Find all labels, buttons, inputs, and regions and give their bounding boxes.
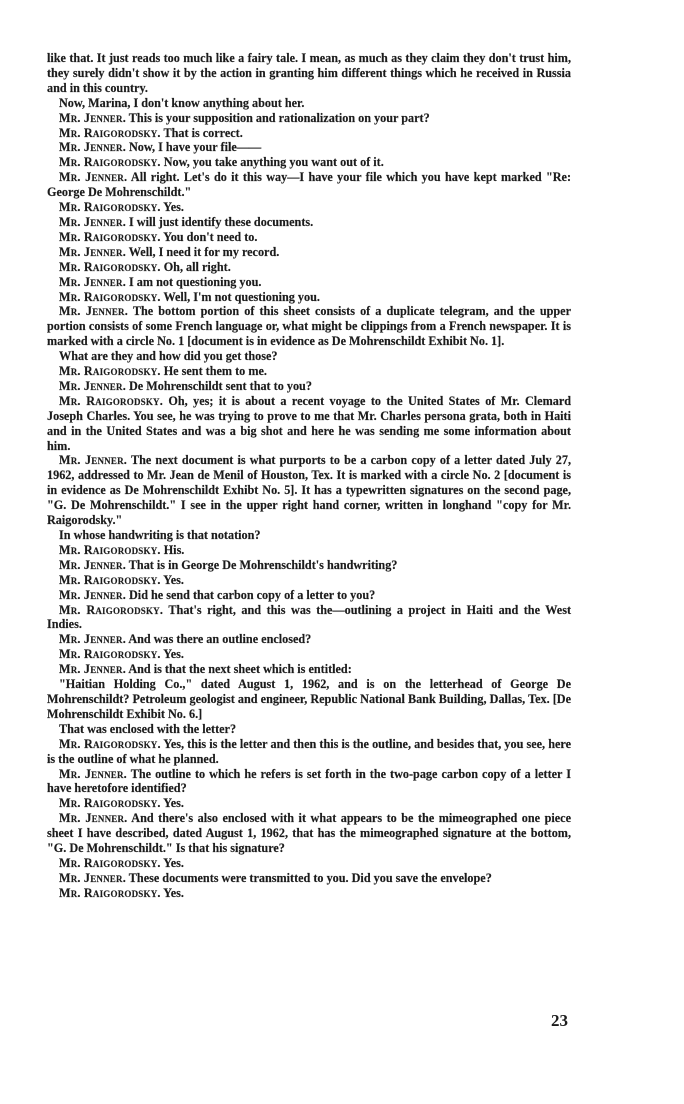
speaker-label: Mr. Raigorodsky. xyxy=(59,736,161,751)
paragraph-text: His. xyxy=(163,542,185,557)
transcript-paragraph xyxy=(47,126,571,141)
paragraph-text: "Haitian Holding Co.," dated August 1, 1962, and is on the letterhead of George De Mohrenschildt? Petroleum geologist and engineer, Republic National Bank Building, Dallas, Tex. [De Mohrenschildt Exhibit No. 6.] xyxy=(47,677,571,721)
transcript-paragraph xyxy=(47,573,571,588)
speaker-label: Mr. Jenner. xyxy=(59,244,126,259)
transcript-paragraph xyxy=(47,856,571,871)
transcript-paragraph xyxy=(47,304,571,349)
speaker-label: Mr. Jenner. xyxy=(59,140,126,155)
paragraph-text: The bottom portion of this sheet consists of a duplicate telegram, and the upper portion consists of some French language or, what might be clippings from a French newspaper. It is marked with a circle No. 1 [document is in evidence as De Mohrenschildt Exhibit No. 1]. xyxy=(47,304,571,349)
transcript-paragraph xyxy=(47,245,571,260)
speaker-label: Mr. Jenner. xyxy=(59,214,126,229)
transcript-body xyxy=(47,51,571,901)
paragraph-text: Yes. xyxy=(163,200,184,215)
paragraph-text: De Mohrenschildt sent that to you? xyxy=(129,378,312,393)
paragraph-text: Yes. xyxy=(163,796,184,811)
transcript-paragraph xyxy=(47,111,571,126)
transcript-paragraph xyxy=(47,871,571,886)
paragraph-text: Well, I need it for my record. xyxy=(128,244,280,259)
transcript-paragraph xyxy=(47,96,571,111)
paragraph-text: Yes, this is the letter and then this is the outline, and besides that, you see, here is the outline of what he planned. xyxy=(47,736,571,766)
transcript-paragraph xyxy=(47,543,571,558)
paragraph-text: Oh, all right. xyxy=(163,259,231,274)
speaker-label: Mr. Raigorodsky. xyxy=(59,393,164,408)
transcript-paragraph xyxy=(47,677,571,722)
speaker-label: Mr. Jenner. xyxy=(59,766,127,781)
transcript-paragraph xyxy=(47,275,571,290)
speaker-label: Mr. Raigorodsky. xyxy=(59,542,161,557)
transcript-paragraph xyxy=(47,647,571,662)
paragraph-text: Now, you take anything you want out of it. xyxy=(163,155,384,170)
speaker-label: Mr. Raigorodsky. xyxy=(59,572,161,587)
paragraph-text: That was enclosed with the letter? xyxy=(59,721,237,736)
speaker-label: Mr. Raigorodsky. xyxy=(59,125,161,140)
speaker-label: Mr. Jenner. xyxy=(59,811,128,826)
paragraph-text: like that. It just reads too much like a fairy tale. I mean, as much as they claim they don't trust him, they surely didn't show it by the action in granting him different things which he received in Russia and in this country. xyxy=(47,51,571,95)
paragraph-text: Yes. xyxy=(163,572,184,587)
transcript-paragraph xyxy=(47,632,571,647)
paragraph-text: These documents were transmitted to you. Did you save the envelope? xyxy=(128,870,492,885)
speaker-label: Mr. Jenner. xyxy=(59,304,128,319)
speaker-label: Mr. Raigorodsky. xyxy=(59,647,161,662)
paragraph-text: And is that the next sheet which is entitled: xyxy=(128,662,352,677)
speaker-label: Mr. Jenner. xyxy=(59,378,126,393)
speaker-label: Mr. Raigorodsky. xyxy=(59,155,161,170)
speaker-label: Mr. Raigorodsky. xyxy=(59,796,161,811)
paragraph-text: Now, I have your file—— xyxy=(129,140,262,155)
speaker-label: Mr. Jenner. xyxy=(59,453,128,468)
paragraph-text: And there's also enclosed with it what appears to be the mimeographed one piece sheet I have described, dated August 1, 1962, that has the mimeographed signature at the bottom, "G. De Mohrenschildt." Is that his signature? xyxy=(47,811,571,856)
transcript-paragraph xyxy=(47,170,571,200)
transcript-paragraph xyxy=(47,886,571,901)
speaker-label: Mr. Jenner. xyxy=(59,110,126,125)
transcript-paragraph xyxy=(47,200,571,215)
paragraph-text: Yes. xyxy=(163,647,184,662)
paragraph-text: All right. Let's do it this way—I have your file which you have kept marked "Re: George De Mohrenschildt." xyxy=(47,170,572,200)
speaker-label: Mr. Jenner. xyxy=(59,557,126,572)
transcript-paragraph xyxy=(47,140,571,155)
transcript-paragraph xyxy=(47,349,571,364)
paragraph-text: I will just identify these documents. xyxy=(129,214,314,229)
paragraph-text: He sent them to me. xyxy=(163,364,267,379)
speaker-label: Mr. Raigorodsky. xyxy=(59,602,164,617)
speaker-label: Mr. Raigorodsky. xyxy=(59,200,161,215)
transcript-paragraph xyxy=(47,260,571,275)
transcript-paragraph xyxy=(47,230,571,245)
paragraph-text: Well, I'm not questioning you. xyxy=(163,289,320,304)
paragraph-text: In whose handwriting is that notation? xyxy=(59,528,261,542)
speaker-label: Mr. Jenner. xyxy=(59,870,126,885)
transcript-paragraph xyxy=(47,662,571,677)
speaker-label: Mr. Jenner. xyxy=(59,274,126,289)
paragraph-text: Oh, yes; it is about a recent voyage to the United States of Mr. Clemard Joseph Charles. You see, he was trying to prove to me that Mr. Charles persona grata, both in Haiti and in the United States and was a big shot and here he was sending me some information about him. xyxy=(47,393,572,453)
speaker-label: Mr. Jenner. xyxy=(59,662,126,677)
speaker-label: Mr. Jenner. xyxy=(59,632,126,647)
paragraph-text: The outline to which he refers is set forth in the two-page carbon copy of a letter I have heretofore identified? xyxy=(47,766,571,796)
speaker-label: Mr. Raigorodsky. xyxy=(59,289,161,304)
transcript-paragraph xyxy=(47,722,571,737)
paragraph-text: What are they and how did you get those? xyxy=(59,349,278,364)
paragraph-text: This is your supposition and rationalization on your part? xyxy=(128,110,430,125)
transcript-paragraph xyxy=(47,558,571,573)
paragraph-text: That's right, and this was the—outlining a project in Haiti and the West Indies. xyxy=(47,602,572,632)
speaker-label: Mr. Raigorodsky. xyxy=(59,229,161,244)
transcript-paragraph xyxy=(47,155,571,170)
paragraph-text: Yes. xyxy=(163,855,184,870)
transcript-paragraph xyxy=(47,453,571,528)
transcript-paragraph xyxy=(47,603,571,633)
page-number: 23 xyxy=(551,1011,568,1030)
paragraph-text: The next document is what purports to be a carbon copy of a letter dated July 27, 1962, addressed to Mr. Jean de Menil of Houston, Tex. It is marked with a circle No. 2 [document is in evidence as De Mohrenschildt Exhibt No. 5]. It has a typewritten signatures on the second page, "G. De Mohrenschildt." I see in the upper right hand corner, written in longhand "copy for Mr. Raigorodsky." xyxy=(47,453,571,528)
transcript-paragraph xyxy=(47,51,571,96)
paragraph-text: That is in George De Mohrenschildt's handwriting? xyxy=(128,557,398,572)
speaker-label: Mr. Raigorodsky. xyxy=(59,364,161,379)
paragraph-text: I am not questioning you. xyxy=(129,274,262,289)
transcript-paragraph xyxy=(47,796,571,811)
transcript-paragraph xyxy=(47,588,571,603)
transcript-paragraph xyxy=(47,394,571,454)
speaker-label: Mr. Jenner. xyxy=(59,587,126,602)
paragraph-text: And was there an outline enclosed? xyxy=(128,632,312,647)
transcript-paragraph xyxy=(47,215,571,230)
paragraph-text: Yes. xyxy=(163,885,184,900)
transcript-paragraph xyxy=(47,737,571,767)
speaker-label: Mr. Raigorodsky. xyxy=(59,885,161,900)
transcript-paragraph xyxy=(47,811,571,856)
transcript-paragraph xyxy=(47,364,571,379)
paragraph-text: That is correct. xyxy=(163,125,243,140)
speaker-label: Mr. Jenner. xyxy=(59,170,128,185)
paragraph-text: Now, Marina, I don't know anything about her. xyxy=(59,95,305,110)
transcript-paragraph xyxy=(47,379,571,394)
speaker-label: Mr. Raigorodsky. xyxy=(59,259,161,274)
transcript-paragraph xyxy=(47,290,571,305)
transcript-paragraph xyxy=(47,528,571,543)
paragraph-text: Did he send that carbon copy of a letter to you? xyxy=(129,587,376,602)
speaker-label: Mr. Raigorodsky. xyxy=(59,855,161,870)
paragraph-text: You don't need to. xyxy=(163,229,258,244)
transcript-paragraph xyxy=(47,767,571,797)
